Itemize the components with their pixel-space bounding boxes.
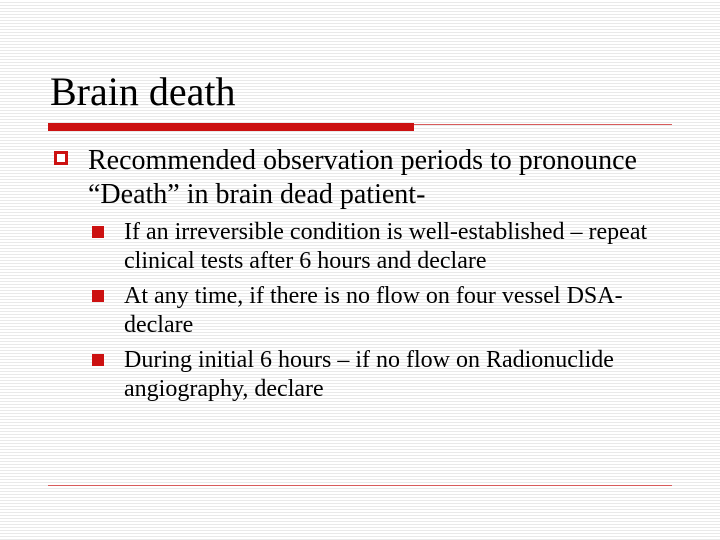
title-underline-thin — [414, 124, 672, 125]
solid-square-icon — [92, 290, 104, 302]
slide-body — [52, 144, 672, 410]
solid-square-icon — [92, 226, 104, 238]
sub-bullet-list — [52, 218, 672, 404]
footer-rule — [48, 485, 672, 486]
sub-bullet-text: During initial 6 hours – if no flow on Radionuclide angiography, declare — [124, 347, 614, 402]
sub-bullet-text: At any time, if there is no flow on four vessel DSA- declare — [124, 283, 623, 338]
hollow-square-icon — [54, 151, 68, 165]
sub-bullet-item — [88, 346, 672, 404]
sub-bullet-item — [88, 218, 672, 276]
main-bullet-item — [52, 144, 672, 212]
solid-square-icon — [92, 354, 104, 366]
main-bullet-text: Recommended observation periods to pronounce “Death” in brain dead patient- — [88, 145, 637, 210]
sub-bullet-item — [88, 282, 672, 340]
slide-title: Brain death — [50, 69, 236, 114]
sub-bullet-text: If an irreversible condition is well-established – repeat clinical tests after 6 hours and declare — [124, 219, 648, 274]
title-underline-thick — [48, 123, 414, 131]
